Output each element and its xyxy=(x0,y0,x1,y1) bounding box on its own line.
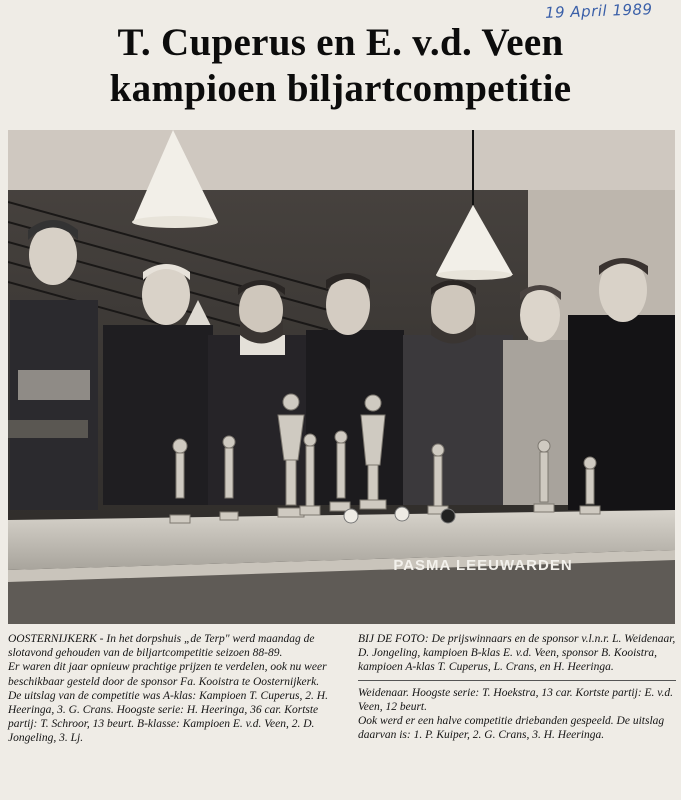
article-column-right xyxy=(358,632,676,742)
table-sponsor-sign: PASMA LEEUWARDEN xyxy=(393,557,573,574)
headline xyxy=(0,20,681,112)
article-body xyxy=(8,632,676,798)
photo-caption: BIJ DE FOTO: De prijswinnaars en de sponsor v.l.n.r. L. Weidenaar, D. Jongeling, kampioen B-klas E. v.d. Veen, sponsor B. Kooistra, kampioen A-klas T. Cuperus, L. Crans, en H. Heeringa. xyxy=(358,633,676,674)
article-paragraph: OOSTERNIJKERK - In het dorpshuis „de Terp" werd maandag de slotavond gehouden van de biljartcompetitie seizoen 88-89. xyxy=(8,633,315,660)
headline-line-1: T. Cuperus en E. v.d. Veen xyxy=(117,21,564,64)
article-paragraph: Er waren dit jaar opnieuw prachtige prijzen te verdelen, ook nu weer beschikbaar gesteld door de sponsor Fa. Kooistra te Oosternijkerk. xyxy=(8,661,327,688)
photo xyxy=(8,130,675,624)
handwritten-date: 19 April 1989 xyxy=(545,0,654,22)
article-column-left xyxy=(8,632,344,746)
article-paragraph: De uitslag van de competitie was A-klas: Kampioen T. Cuperus, 2. H. Heeringa, 3. G. Crans. Hoogste serie: H. Heeringa, 36 car. Kortste partij: T. Schroor, 13 beurt. B-klasse: Kampioen E. v.d. Veen, 2. D. Jongeling, 3. Lj. xyxy=(8,689,328,745)
photo-illustration xyxy=(8,130,675,624)
column-divider xyxy=(358,680,676,681)
billiard-table xyxy=(8,510,675,624)
ceiling xyxy=(8,130,675,190)
headline-line-2: kampioen biljartcompetitie xyxy=(109,67,572,110)
article-paragraph: Ook werd er een halve competitie driebanden gespeeld. De uitslag daarvan is: 1. P. Kuiper, 2. G. Crans, 3. H. Heeringa. xyxy=(358,715,665,742)
article-paragraph: Weidenaar. Hoogste serie: T. Hoekstra, 13 car. Kortste partij: E. v.d. Veen, 12 beurt. xyxy=(358,686,674,713)
